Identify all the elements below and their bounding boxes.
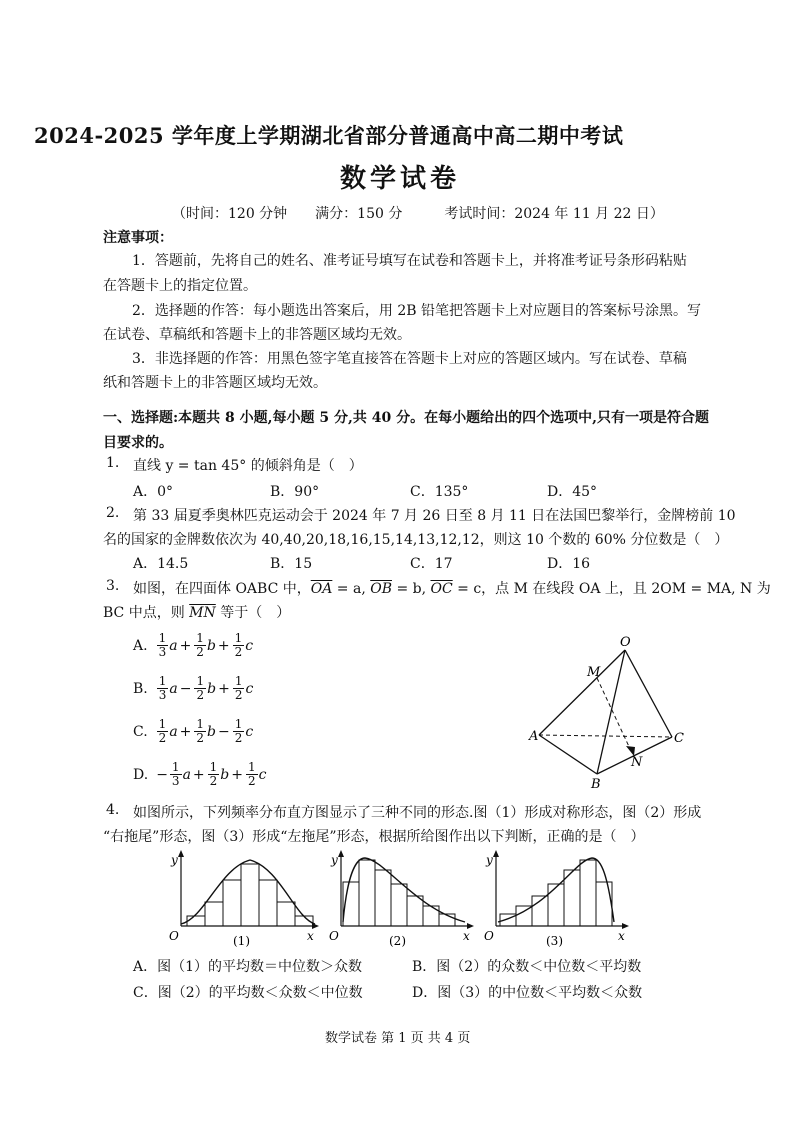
vector-ob: $\overline{OB}$ — [370, 581, 392, 597]
vector-mn: $\overline{MN}$ — [189, 605, 216, 621]
exam-title: 2024-2025 学年度上学期湖北省部分普通高中高二期中考试 — [34, 123, 624, 148]
vec-b: b — [207, 723, 217, 740]
label-c: C — [674, 731, 684, 746]
notice-item-2-line-1: 2．选择题的作答：每小题选出答案后，用 2B 铅笔把答题卡上对应题目的答案标号涂黑。写 — [132, 303, 702, 319]
fraction: $\frac{1}{2}$ — [234, 631, 243, 659]
q3-text-equals: 等于（ ） — [215, 605, 291, 621]
q3-text-eq1: = a, — [332, 581, 371, 597]
q2-option-a: A．14.5 — [133, 556, 189, 572]
q3-stem-line-1 — [133, 578, 771, 598]
page-footer: 数学试卷 第 1 页 共 4 页 — [325, 1031, 471, 1046]
option-label: D. — [133, 766, 149, 783]
notice-item-3-line-1: 3．非选择题的作答：用黑色签字笔直接答在答题卡上对应的答题区域内。写在试卷、草稿 — [132, 351, 687, 367]
vector-oc: $\overline{OC}$ — [430, 581, 453, 597]
axis-y-label: y — [486, 853, 493, 867]
option-label: A. — [133, 637, 148, 654]
vec-c: c — [245, 680, 254, 697]
op: + — [231, 766, 243, 783]
q1-option-d: D．45° — [547, 484, 598, 500]
notice-item-2-line-2: 在试卷、草稿纸和答题卡上的非答题区域均无效。 — [103, 327, 411, 343]
origin-label: O — [484, 929, 494, 943]
op: − — [218, 723, 230, 740]
q2-option-d: D．16 — [547, 556, 591, 572]
op: − — [179, 680, 192, 697]
chart-caption: (1) — [233, 934, 250, 948]
q2-option-c: C．17 — [410, 556, 453, 572]
op: + — [179, 637, 192, 654]
q1-number: 1. — [106, 455, 120, 471]
fraction: $\frac{1}{3}$ — [158, 631, 167, 659]
q3-text-eq2: = b, — [392, 581, 431, 597]
q1-option-b: B．90° — [270, 484, 320, 500]
notice-item-1-line-2: 在答题卡上的指定位置。 — [103, 278, 257, 294]
exam-subtitle: 数学试卷 — [340, 164, 461, 194]
histogram-3 — [480, 848, 635, 948]
fraction: $\frac{1}{2}$ — [234, 674, 243, 702]
q2-option-b: B．15 — [270, 556, 313, 572]
q3-number: 3. — [106, 578, 120, 594]
axis-x-label: x — [307, 929, 314, 943]
label-n: N — [631, 755, 643, 770]
vector-oa: $\overline{OA}$ — [310, 581, 333, 597]
vec-c: c — [258, 766, 267, 783]
q1-option-c: C．135° — [410, 484, 469, 500]
q1-option-a: A．0° — [133, 484, 174, 500]
q4-stem-line-1: 如图所示，下列频率分布直方图显示了三种不同的形态.图（1）形成对称形态，图（2）形成 — [133, 805, 702, 821]
exam-info: （时间：120 分钟 满分：150 分 考试时间：2024 年 11 月 22 日） — [172, 206, 664, 222]
histogram-1 — [165, 848, 320, 948]
label-b: B — [591, 777, 601, 792]
q3-text-eq3: = c，点 M 在线段 OA 上，且 2OM = MA, N 为 — [452, 581, 771, 597]
notice-item-3-line-2: 纸和答题卡上的非答题区域均无效。 — [103, 375, 327, 391]
op: + — [179, 723, 192, 740]
q3-option-b — [133, 675, 253, 702]
label-a: A — [529, 729, 539, 744]
op: − — [156, 766, 168, 783]
fraction: $\frac{1}{2}$ — [196, 674, 205, 702]
option-label: B. — [133, 680, 148, 697]
label-o: O — [620, 635, 631, 650]
vec-b: b — [207, 680, 217, 697]
vec-a: a — [182, 766, 191, 783]
axis-y-label: y — [331, 853, 338, 867]
vec-c: c — [245, 637, 254, 654]
histogram-2 — [325, 848, 480, 948]
fraction: $\frac{1}{2}$ — [196, 631, 204, 659]
vec-a: a — [169, 637, 178, 654]
segment-mn — [597, 678, 632, 753]
axis-y-label: y — [171, 853, 178, 867]
vec-c: c — [245, 723, 254, 740]
fraction: $\frac{1}{2}$ — [158, 717, 167, 745]
fraction: $\frac{1}{2}$ — [196, 717, 205, 745]
notice-heading: 注意事项： — [103, 230, 173, 246]
vec-b: b — [220, 766, 230, 783]
q3-stem-line-2 — [103, 602, 290, 622]
origin-label: O — [329, 929, 339, 943]
edge-ab — [539, 735, 597, 774]
q3-option-a — [133, 632, 253, 659]
q4-option-c: C．图（2）的平均数＜众数＜中位数 — [133, 985, 363, 1001]
vec-a: a — [169, 680, 178, 697]
edge-oc — [625, 650, 672, 737]
fraction: $\frac{1}{3}$ — [158, 674, 167, 702]
tetrahedron-figure — [525, 632, 695, 792]
option-label: C. — [133, 723, 148, 740]
vec-a: a — [169, 723, 178, 740]
fraction: $\frac{1}{2}$ — [234, 717, 243, 745]
chart-caption: (3) — [546, 934, 563, 948]
op: + — [192, 766, 205, 783]
fraction: $\frac{1}{3}$ — [171, 760, 180, 788]
q1-stem: 直线 y = tan 45° 的倾斜角是（ ） — [133, 458, 363, 474]
edge-oa — [539, 650, 625, 735]
op: + — [217, 637, 230, 654]
q2-stem-line-2: 名的国家的金牌数依次为 40,40,20,18,16,15,14,13,12,12，则这 10 个数的 60% 分位数是（ ） — [103, 532, 729, 548]
axis-x-label: x — [618, 929, 625, 943]
q3-option-c — [133, 718, 253, 745]
axis-x-label: x — [463, 929, 470, 943]
section-1-line-1: 一、选择题:本题共 8 小题,每小题 5 分,共 40 分。在每小题给出的四个选项中,只有一项是符合题 — [103, 410, 709, 426]
fraction: $\frac{1}{2}$ — [248, 760, 256, 788]
q3-text-bc: BC 中点，则 — [103, 605, 190, 621]
vec-b: b — [206, 637, 216, 654]
op: + — [218, 680, 230, 697]
label-m: M — [587, 665, 601, 680]
q3-text-a: 如图，在四面体 OABC 中， — [133, 581, 311, 597]
origin-label: O — [169, 929, 179, 943]
q4-option-b: B．图（2）的众数＜中位数＜平均数 — [412, 959, 642, 975]
chart-caption: (2) — [389, 934, 406, 948]
q4-stem-line-2: “右拖尾”形态，图（3）形成“左拖尾”形态，根据所给图作出以下判断，正确的是（ ） — [103, 829, 645, 845]
section-1-line-2: 目要求的。 — [103, 435, 173, 451]
notice-item-1-line-1: 1．答题前，先将自己的姓名、准考证号填写在试卷和答题卡上，并将准考证号条形码粘贴 — [132, 253, 687, 269]
q2-number: 2. — [106, 505, 120, 521]
q2-stem-line-1: 第 33 届夏季奥林匹克运动会于 2024 年 7 月 26 日至 8 月 11 日在法国巴黎举行，金牌榜前 10 — [133, 508, 736, 524]
q4-option-a: A．图（1）的平均数＝中位数＞众数 — [133, 959, 363, 975]
q4-option-d: D．图（3）的中位数＜平均数＜众数 — [412, 985, 643, 1001]
q4-number: 4. — [106, 802, 120, 818]
fraction: $\frac{1}{2}$ — [209, 760, 218, 788]
edge-ob — [597, 650, 625, 774]
q3-option-d — [133, 761, 266, 788]
